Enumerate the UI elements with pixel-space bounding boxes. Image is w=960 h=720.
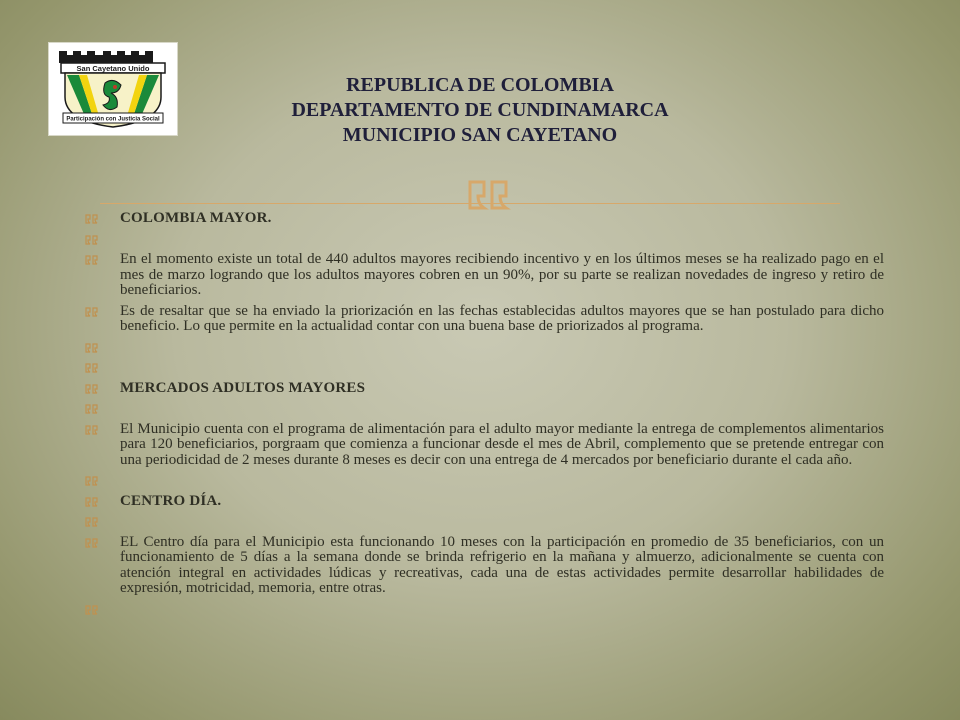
- logo-bottom-text: Participación con Justicia Social: [66, 116, 160, 123]
- list-item: [84, 252, 884, 299]
- page-title: [180, 73, 780, 148]
- logo-castle-top: [59, 51, 153, 63]
- list-item: [84, 360, 884, 376]
- title-line-municipality: MUNICIPIO SAN CAYETANO: [342, 124, 618, 146]
- list-item: [84, 422, 884, 469]
- quote-bullet-icon: [84, 213, 102, 225]
- quote-bullet-icon: [84, 362, 102, 374]
- list-item: [84, 401, 884, 417]
- list-item: [84, 473, 884, 489]
- section-heading-text: COLOMBIA MAYOR.: [120, 210, 272, 226]
- quote-bullet-icon: [84, 604, 102, 616]
- paragraph-text: En el momento existe un total de 440 adultos mayores recibiendo incentivo y en los últimos meses se ha realizado pago en el mes de marzo logrando que los adultos mayores cobren en un 90%, por su parte se realizan novedades de ingreso y retiro de beneficiarios.: [120, 251, 884, 298]
- section-heading-text: MERCADOS ADULTOS MAYORES: [120, 379, 366, 396]
- title-line-department: DEPARTAMENTO DE CUNDINAMARCA: [291, 99, 669, 121]
- list-item: [84, 535, 884, 597]
- list-item: [84, 602, 884, 618]
- section-heading: [84, 494, 884, 510]
- section-heading-text: CENTRO DÍA.: [120, 492, 222, 509]
- slide-content: [84, 211, 884, 622]
- quote-bullet-icon: [84, 383, 102, 395]
- title-line-country: REPUBLICA DE COLOMBIA: [346, 74, 614, 96]
- quote-bullet-icon: [84, 537, 102, 549]
- list-item: [84, 340, 884, 356]
- quote-bullet-icon: [84, 342, 102, 354]
- quote-bullet-icon: [84, 403, 102, 415]
- paragraph-text: El Municipio cuenta con el programa de alimentación para el adulto mayor mediante la entrega de complementos alimentarios para 120 beneficiarios, porgraam que comienza a funcionar desde el mes de Abril, complemento que se pretende entregar con una periodicidad de 2 meses durante 8 meses es decir con una entrega de 4 mercados por beneficiario durante el cada año.: [120, 420, 884, 468]
- quote-bullet-icon: [84, 254, 102, 266]
- logo-center-dot: [113, 85, 117, 89]
- quote-bullet-icon: [84, 475, 102, 487]
- municipal-logo: [48, 42, 178, 136]
- section-heading: [84, 381, 884, 397]
- quote-bullet-icon: [84, 234, 102, 246]
- list-item: [84, 232, 884, 248]
- list-item: [84, 514, 884, 530]
- quote-bullet-icon: [84, 496, 102, 508]
- quote-bullet-icon: [84, 424, 102, 436]
- list-item: [84, 304, 884, 335]
- logo-top-text: San Cayetano Unido: [76, 64, 150, 73]
- paragraph-text: EL Centro día para el Municipio esta funcionando 10 meses con la participación en promedio de 35 beneficiarios, con un funcionamiento de 5 días a la semana donde se brinda refrigerio en la mañana y almuerzo, adicionalmente se cuenta con atención integral en actividades lúdicas y recreativas, cada una de estas actividades permite desarrollar habilidades de expresión, motricidad, memoria, entre otras.: [120, 533, 884, 596]
- section-heading: [84, 211, 884, 227]
- paragraph-text: Es de resaltar que se ha enviado la priorización en las fechas establecidas adultos mayores que se han postulado para dicho beneficio. Lo que permite en la actualidad contar con una buena base de priorizados al programa.: [120, 302, 884, 334]
- quote-bullet-icon: [84, 516, 102, 528]
- logo-crest: [49, 43, 177, 135]
- quote-bullet-icon: [84, 306, 102, 318]
